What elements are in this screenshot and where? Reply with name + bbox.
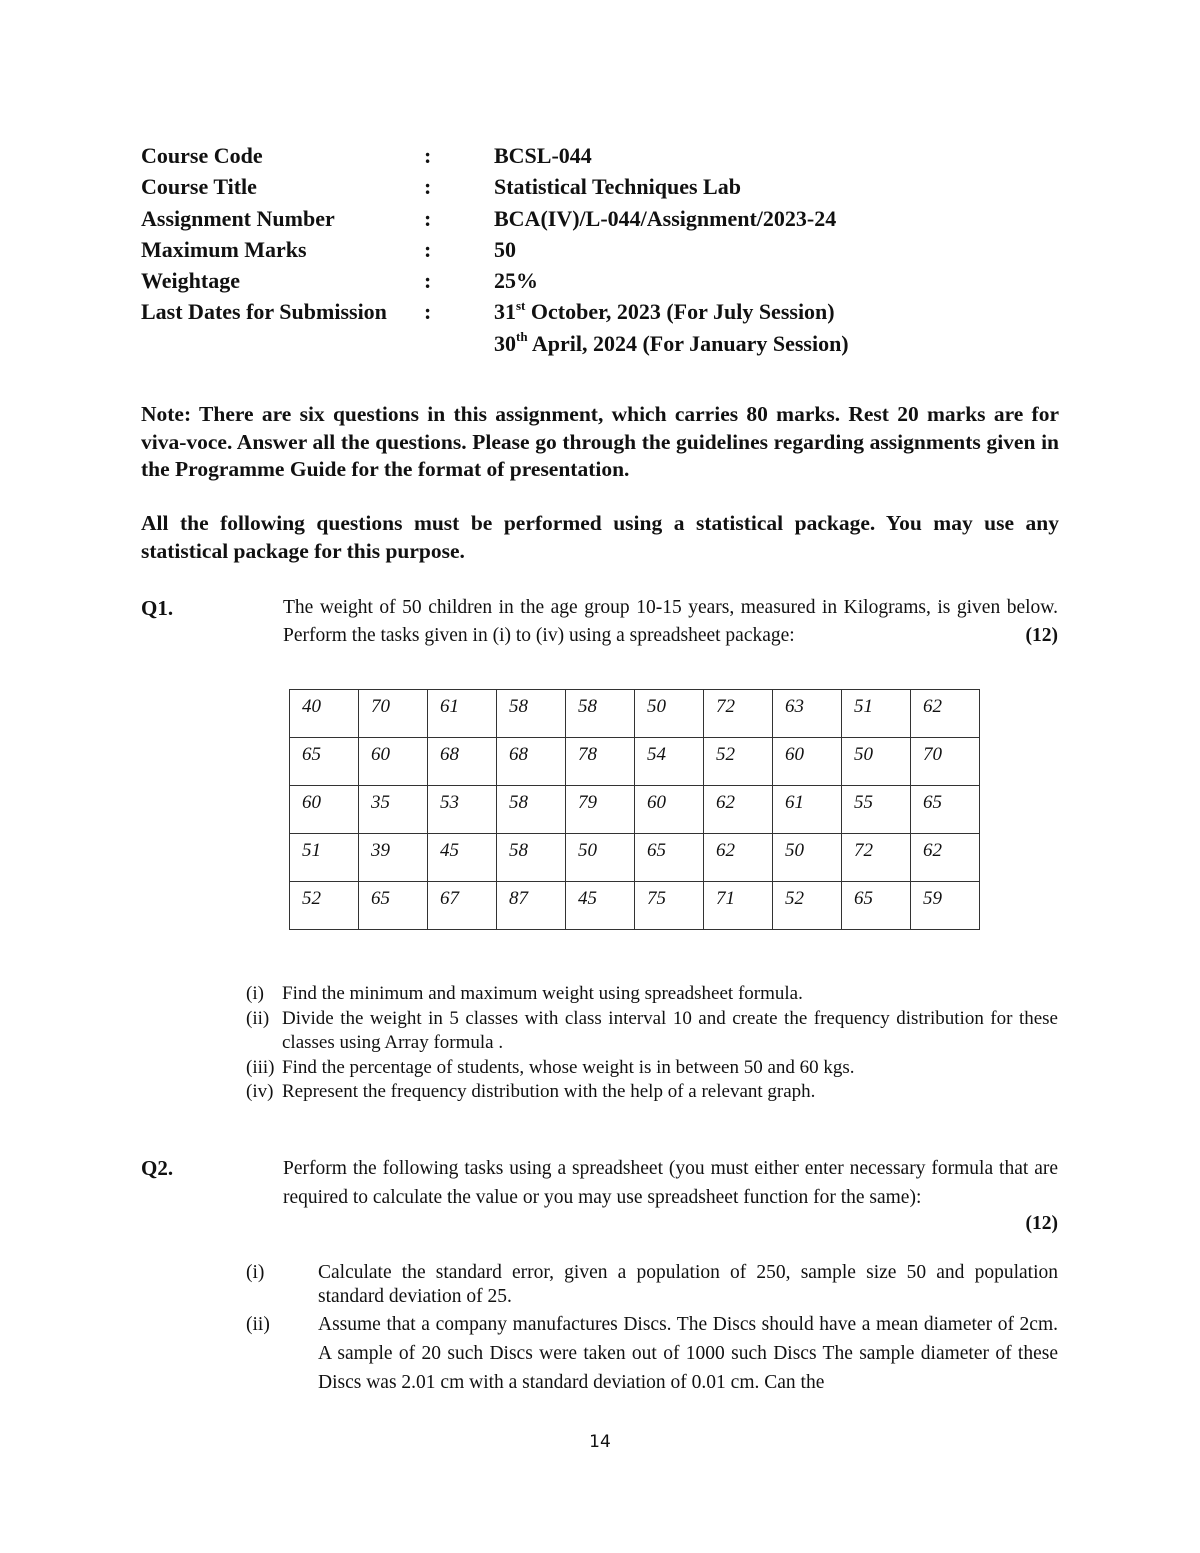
- info-label: Last Dates for Submission: [141, 299, 387, 325]
- question-1-label: Q1.: [141, 596, 174, 620]
- table-cell: 72: [704, 690, 773, 738]
- table-cell: 61: [773, 786, 842, 834]
- table-cell: 53: [428, 786, 497, 834]
- table-cell: 62: [911, 834, 980, 882]
- info-colon: :: [424, 143, 432, 168]
- task-number: (ii): [246, 1007, 270, 1029]
- table-cell: 67: [428, 882, 497, 930]
- table-cell: 79: [566, 786, 635, 834]
- info-label: Weightage: [141, 268, 240, 294]
- table-cell: 61: [428, 690, 497, 738]
- task-text: Represent the frequency distribution with the help of a relevant graph.: [282, 1081, 816, 1102]
- info-colon: :: [424, 236, 432, 262]
- q2-item-number: (i): [246, 1262, 265, 1283]
- table-cell: 58: [566, 690, 635, 738]
- table-cell: 52: [773, 882, 842, 930]
- question-2-text: Perform the following tasks using a spreadsheet (you must either enter necessary formula that are required to calculate the value or you may use spreadsheet function for the same):: [283, 1158, 1058, 1208]
- q2-item-number: (ii): [246, 1314, 270, 1335]
- table-cell: 71: [704, 882, 773, 930]
- q2-item: [246, 1261, 1058, 1309]
- table-cell: 60: [290, 786, 359, 834]
- task-text: Divide the weight in 5 classes with class interval 10 and create the frequency distribution for these classes using Array formula .: [282, 1007, 1058, 1053]
- info-value: BCSL-044: [494, 143, 592, 168]
- info-label: Course Code: [141, 143, 263, 168]
- table-cell: 70: [911, 738, 980, 786]
- table-cell: 51: [290, 834, 359, 882]
- question-2-marks: (12): [1025, 1213, 1058, 1234]
- task-number: (iv): [246, 1081, 274, 1102]
- table-cell: 58: [497, 834, 566, 882]
- table-cell: 54: [635, 738, 704, 786]
- table-cell: 35: [359, 786, 428, 834]
- question-1-body: The weight of 50 children in the age group 10-15 years, measured in Kilograms, is given below. Perform the tasks given in (i) to (iv) using a spreadsheet package:: [283, 597, 1058, 646]
- submission-date-july: 31st October, 2023 (For July Session): [494, 298, 835, 325]
- table-cell: 58: [497, 786, 566, 834]
- table-cell: 75: [635, 882, 704, 930]
- question-2-label: Q2.: [141, 1156, 174, 1180]
- table-cell: 62: [911, 690, 980, 738]
- task-number: (iii): [246, 1056, 275, 1078]
- task-item: [246, 1080, 1058, 1105]
- table-row: [290, 834, 980, 882]
- page-number: 14: [589, 1432, 611, 1452]
- task-item: [246, 982, 1058, 1007]
- info-value: 25%: [494, 268, 538, 294]
- table-cell: 87: [497, 882, 566, 930]
- q2-item-text: Assume that a company manufactures Discs. The Discs should have a mean diameter of 2cm. A sample of 20 such Discs were taken out of 1000 such Discs The sample diameter of these Discs was 2.01 cm with a standard deviation of 0.01 cm. Can the: [318, 1314, 1058, 1393]
- table-cell: 70: [359, 690, 428, 738]
- table-cell: 39: [359, 834, 428, 882]
- table-cell: 72: [842, 834, 911, 882]
- table-cell: 50: [773, 834, 842, 882]
- table-cell: 63: [773, 690, 842, 738]
- info-colon: :: [424, 174, 432, 200]
- info-colon: :: [424, 299, 432, 325]
- info-label: Assignment Number: [141, 205, 335, 231]
- table-cell: 40: [290, 690, 359, 738]
- table-cell: 60: [773, 738, 842, 786]
- table-cell: 50: [566, 834, 635, 882]
- table-cell: 60: [359, 738, 428, 786]
- weights-table: [289, 689, 980, 930]
- table-cell: 45: [428, 834, 497, 882]
- task-text: Find the minimum and maximum weight using spreadsheet formula.: [282, 983, 803, 1004]
- submission-date-january: 30th April, 2024 (For January Session): [494, 329, 849, 356]
- table-row: [290, 738, 980, 786]
- table-cell: 59: [911, 882, 980, 930]
- table-row: [290, 690, 980, 738]
- table-cell: 65: [842, 882, 911, 930]
- table-cell: 65: [359, 882, 428, 930]
- table-cell: 50: [842, 738, 911, 786]
- table-cell: 65: [911, 786, 980, 834]
- table-cell: 52: [704, 738, 773, 786]
- table-row: [290, 786, 980, 834]
- table-cell: 45: [566, 882, 635, 930]
- info-value: Statistical Techniques Lab: [494, 174, 741, 200]
- table-row: [290, 882, 980, 930]
- table-cell: 62: [704, 786, 773, 834]
- table-cell: 60: [635, 786, 704, 834]
- table-cell: 55: [842, 786, 911, 834]
- q2-item: [246, 1310, 1058, 1397]
- table-cell: 68: [428, 738, 497, 786]
- table-cell: 68: [497, 738, 566, 786]
- table-cell: 58: [497, 690, 566, 738]
- assignment-note: Note: There are six questions in this assignment, which carries 80 marks. Rest 20 marks are for viva-voce. Answer all the questions. Please go through the guidelines regarding assignments given in the Programme Guide for the format of presentation.: [141, 402, 1059, 481]
- question-2-items: [246, 1261, 1058, 1397]
- question-1-text: [283, 594, 1058, 650]
- info-value: 50: [494, 236, 516, 262]
- table-cell: 52: [290, 882, 359, 930]
- assignment-instruction: All the following questions must be performed using a statistical package. You may use any statistical package for this purpose.: [141, 511, 1059, 563]
- info-colon: :: [424, 268, 432, 294]
- task-text: Find the percentage of students, whose weight is in between 50 and 60 kgs.: [282, 1056, 855, 1078]
- table-cell: 51: [842, 690, 911, 738]
- q2-item-text: Calculate the standard error, given a population of 250, sample size 50 and population standard deviation of 25.: [318, 1262, 1058, 1307]
- table-cell: 50: [635, 690, 704, 738]
- table-cell: 65: [290, 738, 359, 786]
- info-colon: :: [424, 205, 432, 231]
- table-cell: 62: [704, 834, 773, 882]
- info-label: Course Title: [141, 174, 257, 200]
- task-item: [246, 1056, 1058, 1081]
- task-number: (i): [246, 983, 264, 1004]
- table-cell: 78: [566, 738, 635, 786]
- info-label: Maximum Marks: [141, 236, 307, 262]
- info-value: BCA(IV)/L-044/Assignment/2023-24: [494, 205, 837, 231]
- table-cell: 65: [635, 834, 704, 882]
- task-item: [246, 1007, 1058, 1056]
- question-1-marks: (12): [1025, 625, 1058, 646]
- question-1-tasks: [246, 982, 1058, 1105]
